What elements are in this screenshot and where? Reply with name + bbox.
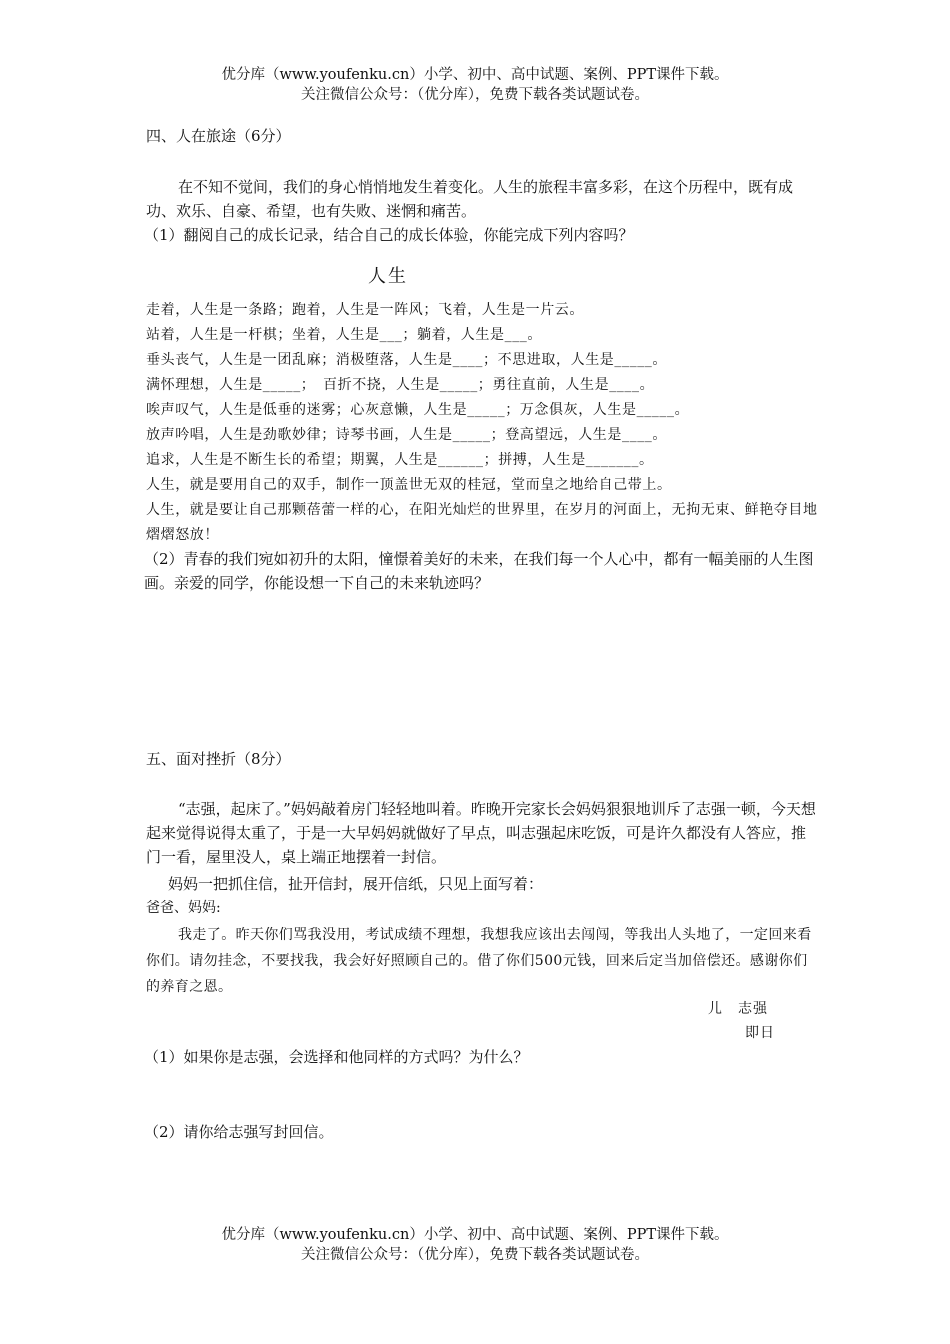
poem xyxy=(146,298,820,548)
poem-line: 满怀理想，人生是_____； 百折不挠，人生是_____；勇往直前，人生是____。 xyxy=(146,377,655,393)
section5-title: 五、面对挫折（8分） xyxy=(146,750,291,768)
section5-question-1: （1）如果你是志强，会选择和他同样的方式吗？为什么？ xyxy=(144,1048,529,1066)
footer-line-2: 关注微信公众号：（优分库），免费下载各类试题试卷。 xyxy=(301,1247,649,1263)
letter-date: 即日 xyxy=(745,1025,775,1041)
header-line-2: 关注微信公众号：（优分库），免费下载各类试题试卷。 xyxy=(301,87,649,103)
poem-title: 人生 xyxy=(368,266,408,287)
section5-story: “志强，起床了。”妈妈敲着房门轻轻地叫着。昨晚开完家长会妈妈狠狠地训斥了志强一顿，今天想起来觉得说得太重了，于是一大早妈妈就做好了早点，叫志强起床吃饭，可是许久都没有人答应，推门一看，屋里没人，桌上端正地摆着一封信。 xyxy=(146,800,816,866)
letter-body: 我走了。昨天你们骂我没用，考试成绩不理想，我想我应该出去闯闯，等我出人头地了，一定回来看你们。请勿挂念，不要找我，我会好好照顾自己的。借了你们500元钱，回来后定当加倍偿还。感谢你们的养育之恩。 xyxy=(146,927,812,995)
section5-question-2: （2）请你给志强写封回信。 xyxy=(144,1123,334,1141)
poem-line: 人生，就是要用自己的双手，制作一顶盖世无双的桂冠，堂而皇之地给自己带上。 xyxy=(146,477,672,493)
section4-intro: 在不知不觉间，我们的身心悄悄地发生着变化。人生的旅程丰富多彩，在这个历程中，既有成功、欢乐、自豪、希望，也有失败、迷惘和痛苦。 xyxy=(146,178,794,220)
section4-title: 四、人在旅途（6分） xyxy=(146,127,291,145)
poem-line: 放声吟唱，人生是劲歌妙律；诗琴书画，人生是_____；登高望远，人生是____。 xyxy=(146,427,667,443)
letter-signature: 儿 志强 xyxy=(708,1001,768,1017)
poem-line: 垂头丧气，人生是一团乱麻；消极堕落，人生是____；不思进取，人生是_____。 xyxy=(146,352,667,368)
poem-line: 追求，人生是不断生长的希望；期翼，人生是______；拼搏，人生是_______。 xyxy=(146,452,654,468)
poem-line: 走着，人生是一条路；跑着，人生是一阵风；飞着，人生是一片云。 xyxy=(146,302,584,318)
footer-line-1: 优分库（www.youfenku.cn）小学、初中、高中试题、案例、PPT课件下载。 xyxy=(221,1227,729,1243)
section5-story-2: 妈妈一把抓住信，扯开信封，展开信纸，只见上面写着： xyxy=(168,875,544,893)
section4-question-2: （2）青春的我们宛如初升的太阳，憧憬着美好的未来，在我们每一个人心中，都有一幅美丽的人生图画。亲爱的同学，你能设想一下自己的未来轨迹吗？ xyxy=(144,550,814,592)
header-line-1: 优分库（www.youfenku.cn）小学、初中、高中试题、案例、PPT课件下载。 xyxy=(221,67,729,83)
poem-line: 唉声叹气，人生是低垂的迷雾；心灰意懒，人生是_____；万念俱灰，人生是_____。 xyxy=(146,402,690,418)
poem-line: 人生，就是要让自己那颗蓓蕾一样的心，在阳光灿烂的世界里，在岁月的河面上，无拘无束、鲜艳夺目地熠熠怒放！ xyxy=(146,502,818,543)
letter-salutation: 爸爸、妈妈: xyxy=(146,900,221,916)
section4-question-1: （1）翻阅自己的成长记录，结合自己的成长体验，你能完成下列内容吗？ xyxy=(144,226,634,244)
poem-line: 站着，人生是一杆棋；坐着，人生是___；躺着，人生是___。 xyxy=(146,327,542,343)
